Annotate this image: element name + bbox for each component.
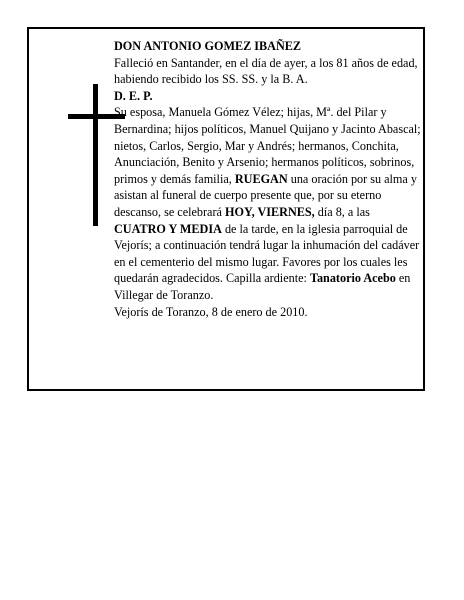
request-text-1: una oración por su alma y asistan al funeral de cuerpo presente que, por su eterno descanso, se celebrará <box>114 171 417 219</box>
family-paragraph <box>114 104 422 303</box>
funeral-day: HOY, VIERNES, <box>224 204 315 219</box>
dep-line: D. E. P. <box>114 88 153 103</box>
chapel-location: en Villegar de Toranzo. <box>114 271 411 302</box>
chapel-name: Tanatorio Acebo <box>309 271 396 286</box>
death-statement: Falleció en Santander, en el día de ayer, a los 81 años de edad, habiendo recibido los SS. SS. y la B. A. <box>114 55 418 87</box>
cross-icon-vertical <box>93 84 98 226</box>
request-text-2: día 8, a las <box>314 204 370 219</box>
request-text-3: de la tarde, en la iglesia parroquial de Vejorís; a continuación tendrá lugar la inhumación del cadáver en el cementerio del mismo lugar. Favores por los cuales les quedarán agradecidos. Capilla ardiente: <box>114 221 420 286</box>
deceased-name: DON ANTONIO GOMEZ IBAÑEZ <box>114 39 302 53</box>
family-list: Su esposa, Manuela Gómez Vélez; hijas, Mª. del Pilar y Bernardina; hijos políticos, Manuel Quijano y Jacinto Abascal; nietos, Carlos, Sergio, Mar y Andrés; hermanos, Conchita, Anunciación, Benito y Arsenio; hermanos políticos, sobrinos, primos y demás familia, <box>114 105 421 186</box>
date-line: Vejorís de Toranzo, 8 de enero de 2010. <box>114 304 308 319</box>
ruegan-word: RUEGAN <box>234 171 288 186</box>
obituary-text <box>114 38 422 320</box>
funeral-time: CUATRO Y MEDIA <box>114 221 222 236</box>
